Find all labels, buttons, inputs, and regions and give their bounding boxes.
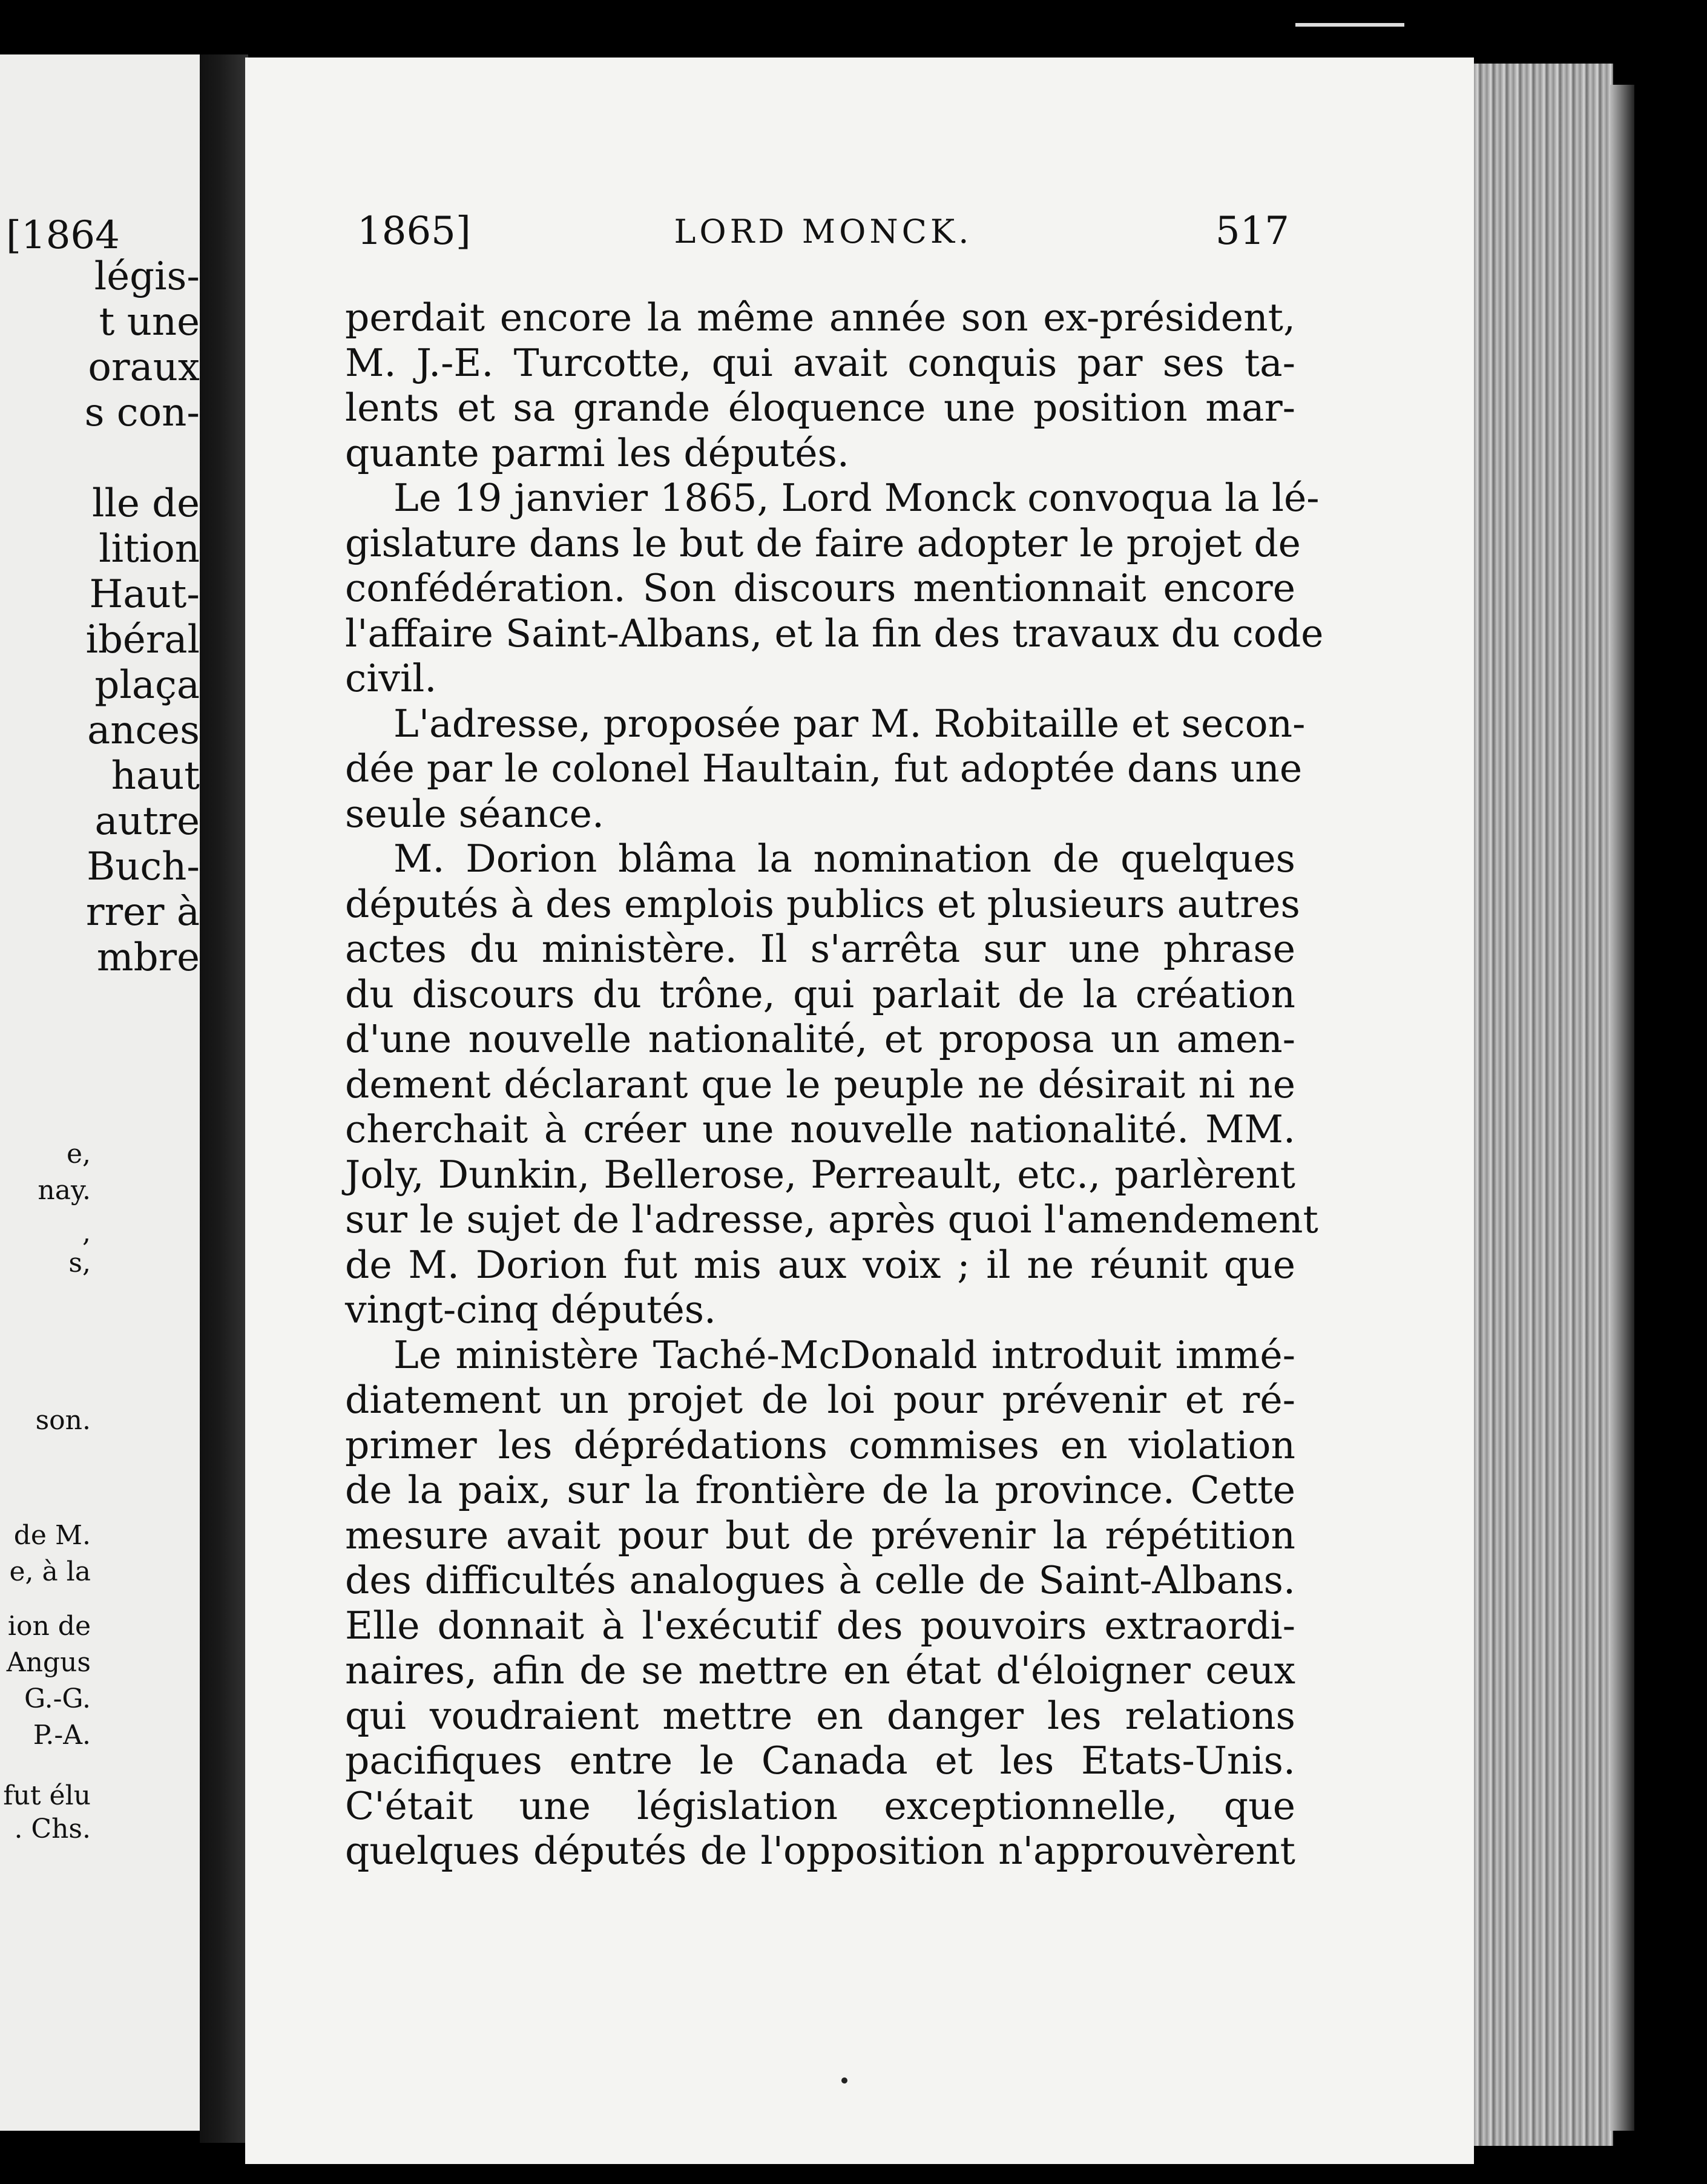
previous-page-note: Angus bbox=[6, 1647, 91, 1678]
scan-mark bbox=[1295, 23, 1404, 27]
text-line: sur le sujet de l'adresse, après quoi l'amendement bbox=[345, 1197, 1318, 1242]
text-line: des difficultés analogues à celle de Saint-Albans. bbox=[345, 1558, 1295, 1602]
running-header bbox=[357, 209, 1289, 257]
previous-page-note: s, bbox=[68, 1248, 91, 1278]
previous-page-line: ibéral bbox=[85, 617, 200, 662]
previous-page-note: de M. bbox=[13, 1520, 91, 1551]
text-line: Joly, Dunkin, Bellerose, Perreault, etc., parlèrent bbox=[345, 1152, 1295, 1197]
text-line: naires, afin de se mettre en état d'éloigner ceux bbox=[345, 1648, 1295, 1692]
text-line: du discours du trône, qui parlait de la création bbox=[345, 972, 1295, 1016]
previous-page-note: , bbox=[82, 1217, 91, 1248]
text-line: quante parmi les députés. bbox=[345, 430, 849, 475]
previous-page-line: rrer à bbox=[85, 890, 200, 935]
text-line: seule séance. bbox=[345, 791, 604, 836]
text-line: vingt-cinq députés. bbox=[345, 1288, 717, 1332]
previous-page-line: oraux bbox=[88, 345, 200, 390]
previous-page-note: . Chs. bbox=[14, 1814, 91, 1844]
previous-page-line: haut bbox=[111, 754, 200, 798]
text-line: confédération. Son discours mentionnait encore bbox=[345, 566, 1295, 610]
book-gutter bbox=[200, 54, 248, 2143]
text-line: dement déclarant que le peuple ne désirait ni ne bbox=[345, 1062, 1295, 1107]
page-edges-shadow bbox=[1610, 85, 1634, 2131]
header-year: 1865] bbox=[357, 209, 471, 254]
text-line: primer les déprédations commises en violation bbox=[345, 1423, 1295, 1467]
text-line: civil. bbox=[345, 656, 437, 700]
previous-page-note: G.-G. bbox=[24, 1683, 91, 1714]
text-line: cherchait à créer une nouvelle nationalité. MM. bbox=[345, 1107, 1295, 1151]
previous-page-line: Buch- bbox=[87, 844, 200, 889]
previous-page-line: mbre bbox=[96, 935, 200, 980]
previous-page-line: lition bbox=[99, 527, 200, 571]
text-line: députés à des emplois publics et plusieurs autres bbox=[345, 881, 1300, 926]
text-line: C'était une législation exceptionnelle, que bbox=[345, 1783, 1295, 1828]
text-line: Le 19 janvier 1865, Lord Monck convoqua la lé- bbox=[393, 476, 1320, 520]
previous-page-note: P.-A. bbox=[33, 1720, 91, 1751]
text-line: mesure avait pour but de prévenir la répétition bbox=[345, 1513, 1295, 1557]
text-line: quelques députés de l'opposition n'approuvèrent bbox=[345, 1829, 1295, 1873]
previous-page-line: ances bbox=[87, 708, 200, 753]
page-body bbox=[345, 295, 1324, 1874]
previous-page-note: e, bbox=[66, 1139, 91, 1169]
previous-page-note: e, à la bbox=[9, 1556, 91, 1587]
previous-page-line: s con- bbox=[84, 390, 200, 435]
previous-page-line: Haut- bbox=[89, 572, 200, 617]
text-line: d'une nouvelle nationalité, et proposa un amen- bbox=[345, 1017, 1295, 1061]
page-edges bbox=[1474, 64, 1613, 2146]
ink-speck bbox=[841, 2077, 847, 2084]
previous-page-line: plaça bbox=[94, 663, 200, 708]
text-line: dée par le colonel Haultain, fut adoptée dans une bbox=[345, 746, 1303, 791]
text-line: gislature dans le but de faire adopter le projet de bbox=[345, 521, 1301, 565]
text-line: lents et sa grande éloquence une position mar- bbox=[345, 386, 1295, 430]
previous-page-note: ion de bbox=[7, 1611, 91, 1642]
header-title: LORD MONCK. bbox=[674, 212, 973, 251]
text-line: M. J.-E. Turcotte, qui avait conquis par ses ta- bbox=[345, 340, 1295, 385]
text-line: pacifiques entre le Canada et les Etats-Unis. bbox=[345, 1738, 1295, 1783]
previous-page-line: autre bbox=[94, 799, 200, 844]
previous-page-note: fut élu bbox=[3, 1780, 91, 1811]
text-line: M. Dorion blâma la nomination de quelques bbox=[393, 837, 1295, 881]
text-line: de M. Dorion fut mis aux voix ; il ne réunit que bbox=[345, 1242, 1295, 1287]
text-line: actes du ministère. Il s'arrêta sur une phrase bbox=[345, 927, 1295, 971]
previous-page-note: son. bbox=[35, 1405, 91, 1436]
previous-page-note: nay. bbox=[38, 1175, 91, 1206]
previous-page-line: lle de bbox=[92, 481, 200, 526]
text-line: L'adresse, proposée par M. Robitaille et secon- bbox=[393, 701, 1306, 746]
text-line: qui voudraient mettre en danger les relations bbox=[345, 1693, 1295, 1738]
text-line: perdait encore la même année son ex-président, bbox=[345, 295, 1295, 340]
text-line: Le ministère Taché-McDonald introduit immé- bbox=[393, 1332, 1295, 1377]
previous-page-header: [1864 bbox=[6, 213, 120, 258]
text-line: l'affaire Saint-Albans, et la fin des travaux du code bbox=[345, 611, 1324, 656]
previous-page-line: t une bbox=[99, 300, 200, 344]
text-line: Elle donnait à l'exécutif des pouvoirs extraordi- bbox=[345, 1603, 1295, 1648]
page-number: 517 bbox=[1215, 209, 1289, 254]
previous-page-fragment bbox=[0, 54, 200, 2131]
text-line: de la paix, sur la frontière de la province. Cette bbox=[345, 1468, 1295, 1512]
previous-page-line: légis- bbox=[94, 254, 200, 299]
text-line: diatement un projet de loi pour prévenir et ré- bbox=[345, 1378, 1295, 1422]
